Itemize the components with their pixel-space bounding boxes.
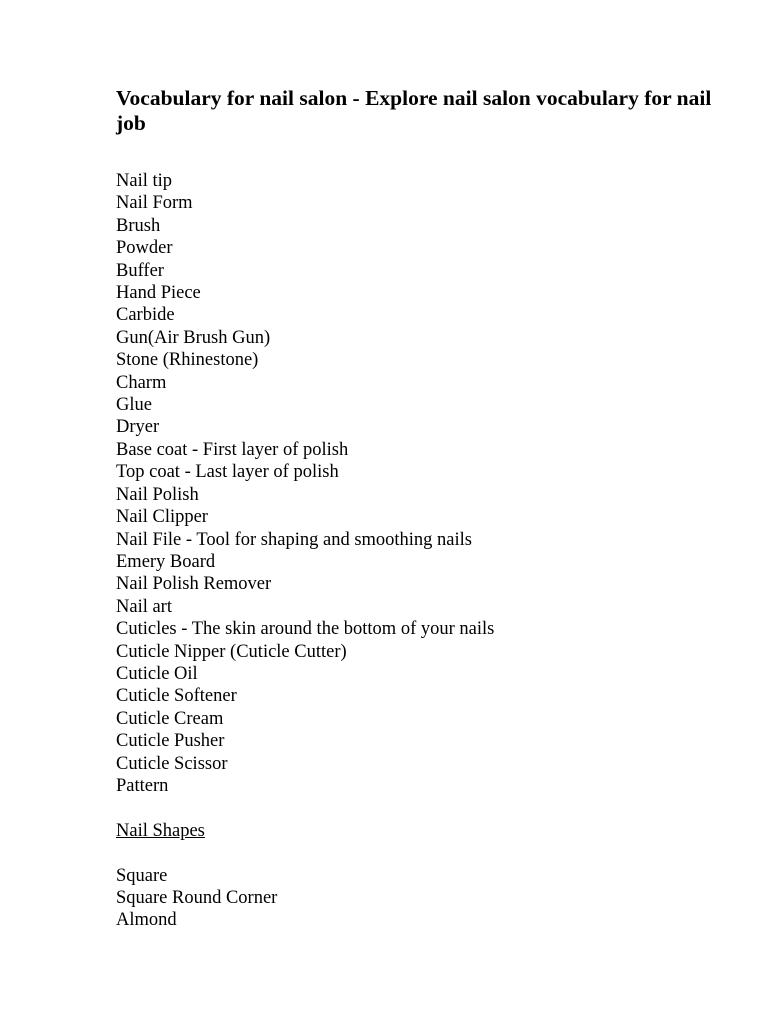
- list-item: Powder: [116, 238, 173, 259]
- list-item: Nail Polish: [116, 484, 199, 505]
- list-item: Square Round Corner: [116, 887, 278, 908]
- list-item: Almond: [116, 910, 177, 931]
- list-item: Hand Piece: [116, 283, 201, 304]
- list-item: Cuticle Nipper (Cuticle Cutter): [116, 641, 347, 662]
- list-item: Dryer: [116, 417, 160, 438]
- list-item: Square: [116, 865, 168, 886]
- list-item: Cuticles - The skin around the bottom of your nails: [116, 619, 495, 640]
- list-item: Nail Polish Remover: [116, 574, 272, 595]
- list-item: Cuticle Cream: [116, 708, 224, 729]
- document-page: [116, 86, 736, 932]
- list-item: Cuticle Pusher: [116, 731, 225, 752]
- document-title: Vocabulary for nail salon - Explore nail salon vocabulary for nail job: [116, 86, 712, 135]
- list-item: Cuticle Oil: [116, 663, 198, 684]
- nail-shapes-list: [116, 865, 736, 932]
- vocabulary-list: [116, 170, 736, 797]
- list-item: Glue: [116, 395, 152, 416]
- list-item: Nail tip: [116, 171, 173, 191]
- list-item: Carbide: [116, 305, 175, 326]
- list-item: Nail File - Tool for shaping and smoothing nails: [116, 529, 472, 550]
- list-item: Pattern: [116, 775, 169, 796]
- list-item: Brush: [116, 215, 161, 236]
- list-item: Emery Board: [116, 551, 216, 572]
- list-item: Nail art: [116, 596, 172, 617]
- list-item: Top coat - Last layer of polish: [116, 462, 339, 483]
- list-item: Buffer: [116, 260, 164, 281]
- list-item: Base coat - First layer of polish: [116, 439, 349, 460]
- list-item: Nail Form: [116, 193, 193, 214]
- nail-shapes-heading: Nail Shapes: [116, 820, 205, 841]
- list-item: Cuticle Softener: [116, 686, 237, 707]
- list-item: Cuticle Scissor: [116, 753, 228, 774]
- list-item: Charm: [116, 372, 167, 393]
- list-item: Gun(Air Brush Gun): [116, 327, 271, 348]
- list-item: Stone (Rhinestone): [116, 350, 259, 371]
- list-item: Nail Clipper: [116, 507, 208, 528]
